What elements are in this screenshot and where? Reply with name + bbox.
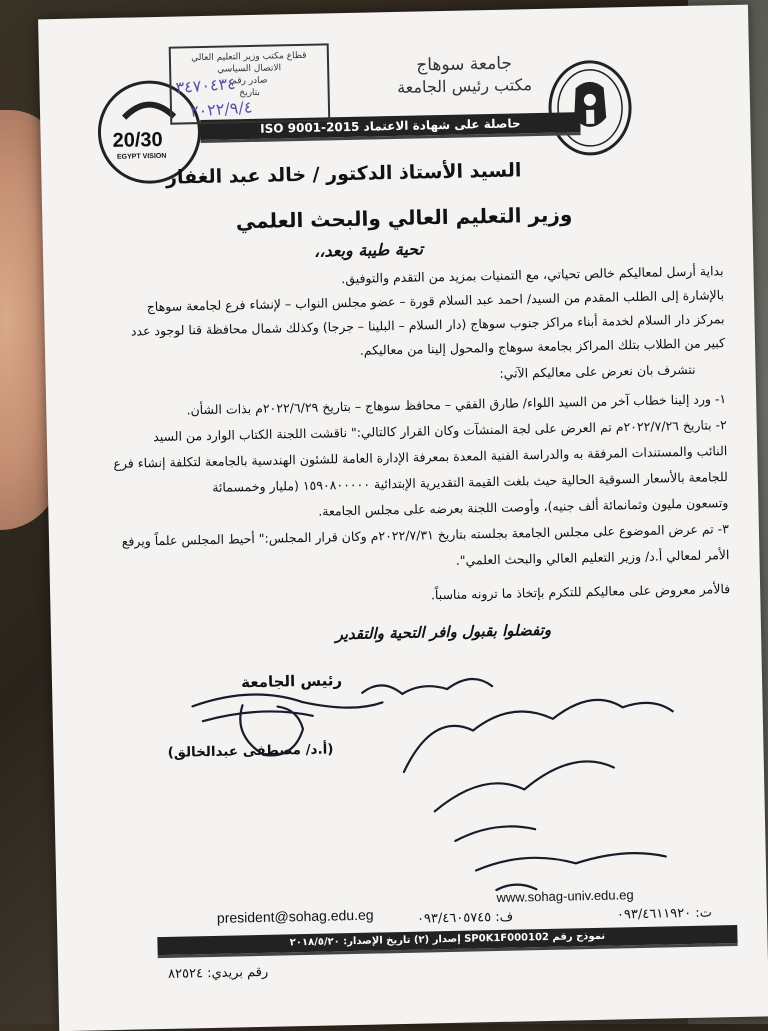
signatory-name: (أ.د/ مصطفى عبدالخالق) [167, 741, 334, 761]
footer-form-bar: نموذج رقم SP0K1F000102 إصدار (٢) تاريخ الإصدار: ٢٠١٨/٥/٢٠ [157, 925, 737, 955]
body-line: للجامعة بالأسعار السوقية الحالية حيث بلغت القيمة التقديرية الإبتدائية ١٥٩٠٨٠٠٠٠٠ (مليار وخمسمائة [212, 469, 728, 495]
body-line: ١- ورد إلينا خطاب آخر من السيد اللواء/ طارق الفقي – محافظ سوهاج – بتاريخ ٢٠٢٢/٦/٢٩م بذات الشأن. [186, 391, 727, 418]
letter-paper [38, 5, 768, 1031]
university-logo-icon [545, 57, 635, 159]
body-line: بمركز دار السلام لخدمة أبناء مراكز جنوب سوهاج (دار السلام – البلينا – جرجا) وكذلك شمال محافظة قنا لوجود عدد [130, 311, 725, 339]
stamp-line1: قطاع مكتب وزير التعليم العالي [191, 50, 307, 64]
body-line: ٢- بتاريخ ٢٠٢٢/٧/٢٦م تم العرض على لجة المنشآت وكان القرار كالتالي:" ناقشت اللجنة الكتاب الوارد من السيد [153, 417, 727, 445]
body-line: نتشرف بان نعرض على معاليكم الآتي: [499, 361, 696, 381]
university-office: مكتب رئيس الجامعة [396, 75, 533, 97]
stamp-line2: الاتصال السياسي [217, 63, 282, 75]
body-line: بالإشارة إلى الطلب المقدم من السيد/ احمد عبد السلام قورة – عضو مجلس النواب – لإنشاء فرع لجامعة سوهاج [146, 287, 725, 315]
stamp-date-value: ٢٠٢٢/٩/٤ [189, 97, 253, 121]
greeting: تحية طيبة وبعد،، [313, 239, 424, 261]
stamp-date-label: بتاريخ [239, 87, 261, 99]
stamp-ref-value: ٣٤٧٠٤٣٤ [174, 73, 237, 98]
iso-bar: حاصلة على شهادة الاعتماد ISO 9001-2015 [200, 112, 580, 140]
vision-caption: EGYPT VISION [116, 152, 167, 161]
body-line: كبير من الطلاب بتلك المراكز بجامعة سوهاج والمحول إلينا من معاليكم. [359, 335, 726, 358]
closing: وتفضلوا بقبول وافر التحية والتقدير [335, 620, 552, 644]
footer-email[interactable]: president@sohag.edu.eg [216, 906, 374, 926]
body-line: فالأمر معروض على معاليكم للتكرم بإتخاذ ما ترونه مناسباً. [430, 581, 731, 603]
vision-number: 20/30 [112, 128, 163, 152]
body-line: ٣- تم عرض الموضوع على مجلس الجامعة بجلسته بتاريخ ٢٠٢٢/٧/٣١م وكان قرار المجلس:" أحيط المجلس علماً ويرفع [121, 521, 730, 549]
recipient: السيد الأستاذ الدكتور / خالد عبد الغفار [165, 159, 522, 189]
footer-website[interactable]: www.sohag-univ.edu.eg [496, 887, 634, 906]
footer-fax: ف: ٠٩٣/٤٦٠٥٧٤٥ [416, 909, 514, 927]
body-line: الأمر لمعالي أ.د/ وزير التعليم العالي والبحث العلمي". [455, 547, 730, 568]
stamp-ref-label: صادر رقم [231, 75, 268, 87]
body-line: النائب والمستندات المرفقة به والدراسة الفنية المعدة بمعرفة الإدارة العامة للشئون الهندسية بالجامعة لتكلفة إنشاء فرع [113, 443, 728, 471]
body-line: وتسعون مليون وثمانمائة ألف جنيه)، وأوصت اللجنة بعرضه على مجلس الجامعة. [318, 495, 729, 519]
footer-po-box: رقم بريدي: ٨٢٥٢٤ [167, 964, 269, 982]
university-name: جامعة سوهاج [416, 53, 513, 76]
signatory-title: رئيس الجامعة [240, 671, 343, 692]
body-line: بداية أرسل لمعاليكم خالص تحياتي، مع التمنيات بمزيد من التقدم والتوفيق. [341, 263, 724, 287]
footer-phone: ت: ٠٩٣/٤٦١١٩٢٠ [616, 905, 713, 923]
minister-title: وزير التعليم العالي والبحث العلمي [235, 202, 573, 234]
